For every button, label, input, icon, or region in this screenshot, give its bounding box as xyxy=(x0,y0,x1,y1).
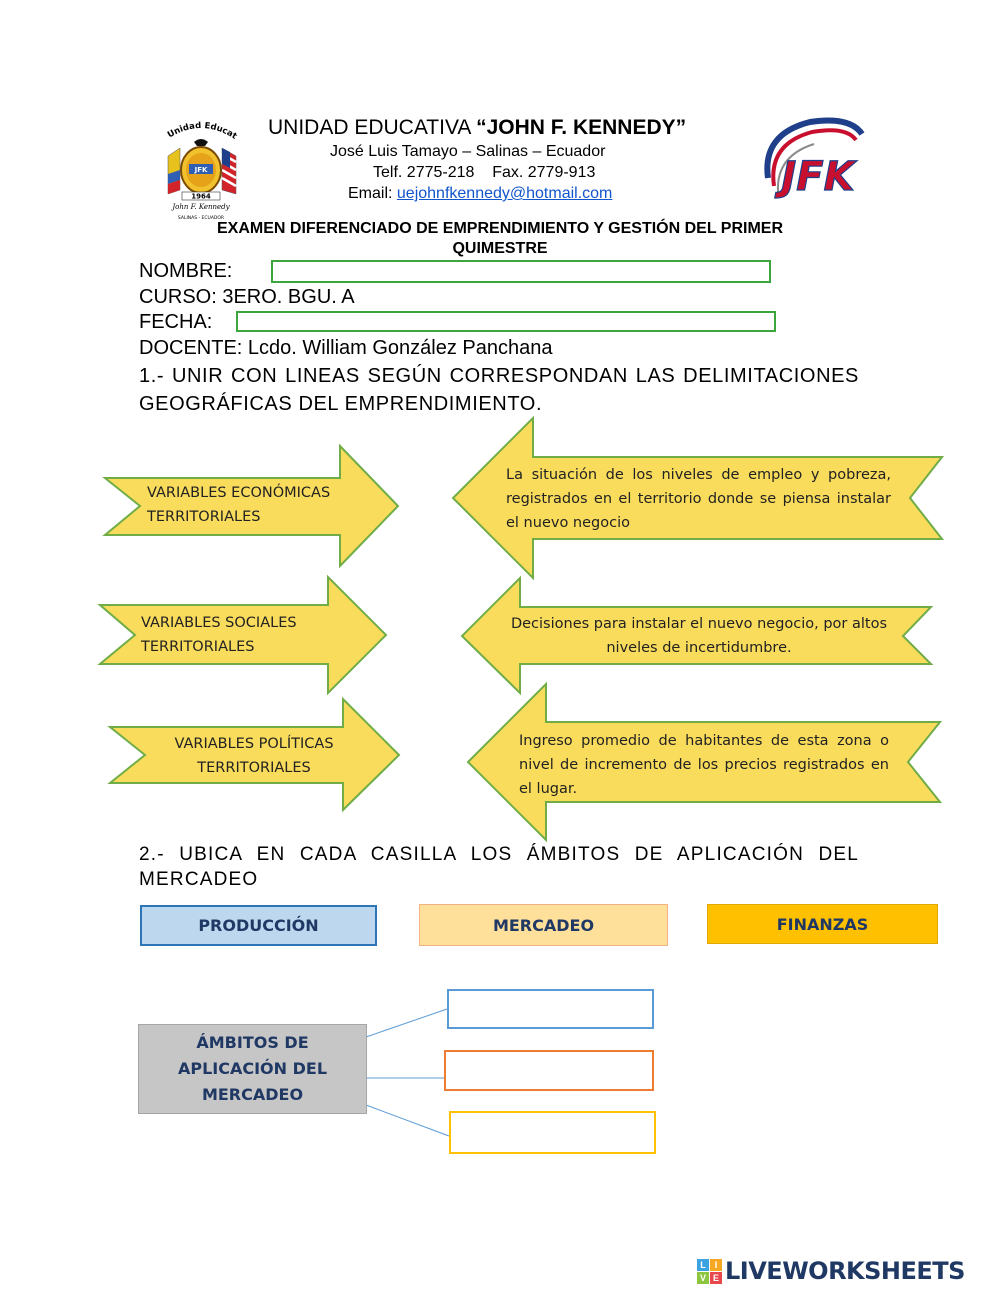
school-prefix: UNIDAD EDUCATIVA xyxy=(268,116,477,139)
left-arrow-2-text: VARIABLES SOCIALES TERRITORIALES xyxy=(141,615,297,655)
school-location: José Luis Tamayo – Salinas – Ecuador xyxy=(330,143,606,160)
liveworksheets-brand xyxy=(697,1256,965,1286)
email-link[interactable]: uejohnfkennedy@hotmail.com xyxy=(396,185,613,202)
question1-prompt: 1.- UNIR CON LINEAS SEGÚN CORRESPONDAN LAS DELIMITACIONES GEOGRÁFICAS DEL EMPRENDIMIENTO. xyxy=(139,365,859,415)
logo-motto: John F. Kennedy xyxy=(172,203,230,211)
email-label: Email: xyxy=(348,185,397,202)
left-arrow-3-text: VARIABLES POLÍTICAS TERRITORIALES xyxy=(174,736,334,776)
logo-shield-text: JFK xyxy=(194,166,208,174)
option-produccion[interactable]: PRODUCCIÓN xyxy=(140,905,377,946)
option-mercadeo[interactable]: MERCADEO xyxy=(419,904,668,946)
ambitos-center-box: ÁMBITOS DE APLICACIÓN DEL MERCADEO xyxy=(138,1024,367,1114)
logo-year: 1964 xyxy=(191,192,211,201)
option-finanzas[interactable]: FINANZAS xyxy=(707,904,938,944)
answer-slot-2[interactable] xyxy=(444,1050,654,1091)
brand-icon-v: V xyxy=(697,1272,709,1284)
liveworksheets-icon xyxy=(697,1259,722,1284)
date-label: FECHA: xyxy=(139,311,213,333)
brand-icon-e: E xyxy=(710,1272,722,1284)
logo-arc-text: Unidad Educat xyxy=(165,120,239,142)
right-arrow-1-text: La situación de los niveles de empleo y pobreza, registrados en el territorio donde se piensa instalar el nuevo negocio xyxy=(506,467,891,531)
liveworksheets-text: LIVEWORKSHEETS xyxy=(725,1257,965,1285)
jfk-logo-text: JFK xyxy=(781,154,855,200)
school-phones: Telf. 2775-218 Fax. 2779-913 xyxy=(373,164,596,181)
teacher-line: DOCENTE: Lcdo. William González Panchana xyxy=(139,337,553,359)
answer-slot-3[interactable] xyxy=(449,1111,656,1154)
question2-prompt: 2.- UBICA EN CADA CASILLA LOS ÁMBITOS DE APLICACIÓN DEL MERCADEO xyxy=(139,844,859,890)
left-arrow-1-text: VARIABLES ECONÓMICAS TERRITORIALES xyxy=(147,485,331,525)
logo-place: SALINAS - ECUADOR xyxy=(177,216,225,221)
brand-icon-i: I xyxy=(710,1259,722,1271)
name-label: NOMBRE: xyxy=(139,260,233,282)
answer-slot-1[interactable] xyxy=(447,989,654,1029)
exam-title: EXAMEN DIFERENCIADO DE EMPRENDIMIENTO Y GESTIÓN DEL PRIMER QUIMESTRE xyxy=(217,220,783,257)
course-line: CURSO: 3ERO. BGU. A xyxy=(139,286,355,308)
right-arrow-3-text: Ingreso promedio de habitantes de esta zona o nivel de incremento de los precios registrados en el lugar. xyxy=(519,733,889,797)
right-arrow-2-text: Decisiones para instalar el nuevo negocio, por altos niveles de incertidumbre. xyxy=(510,616,888,656)
school-name: “JOHN F. KENNEDY” xyxy=(476,116,687,139)
brand-icon-l: L xyxy=(697,1259,709,1271)
